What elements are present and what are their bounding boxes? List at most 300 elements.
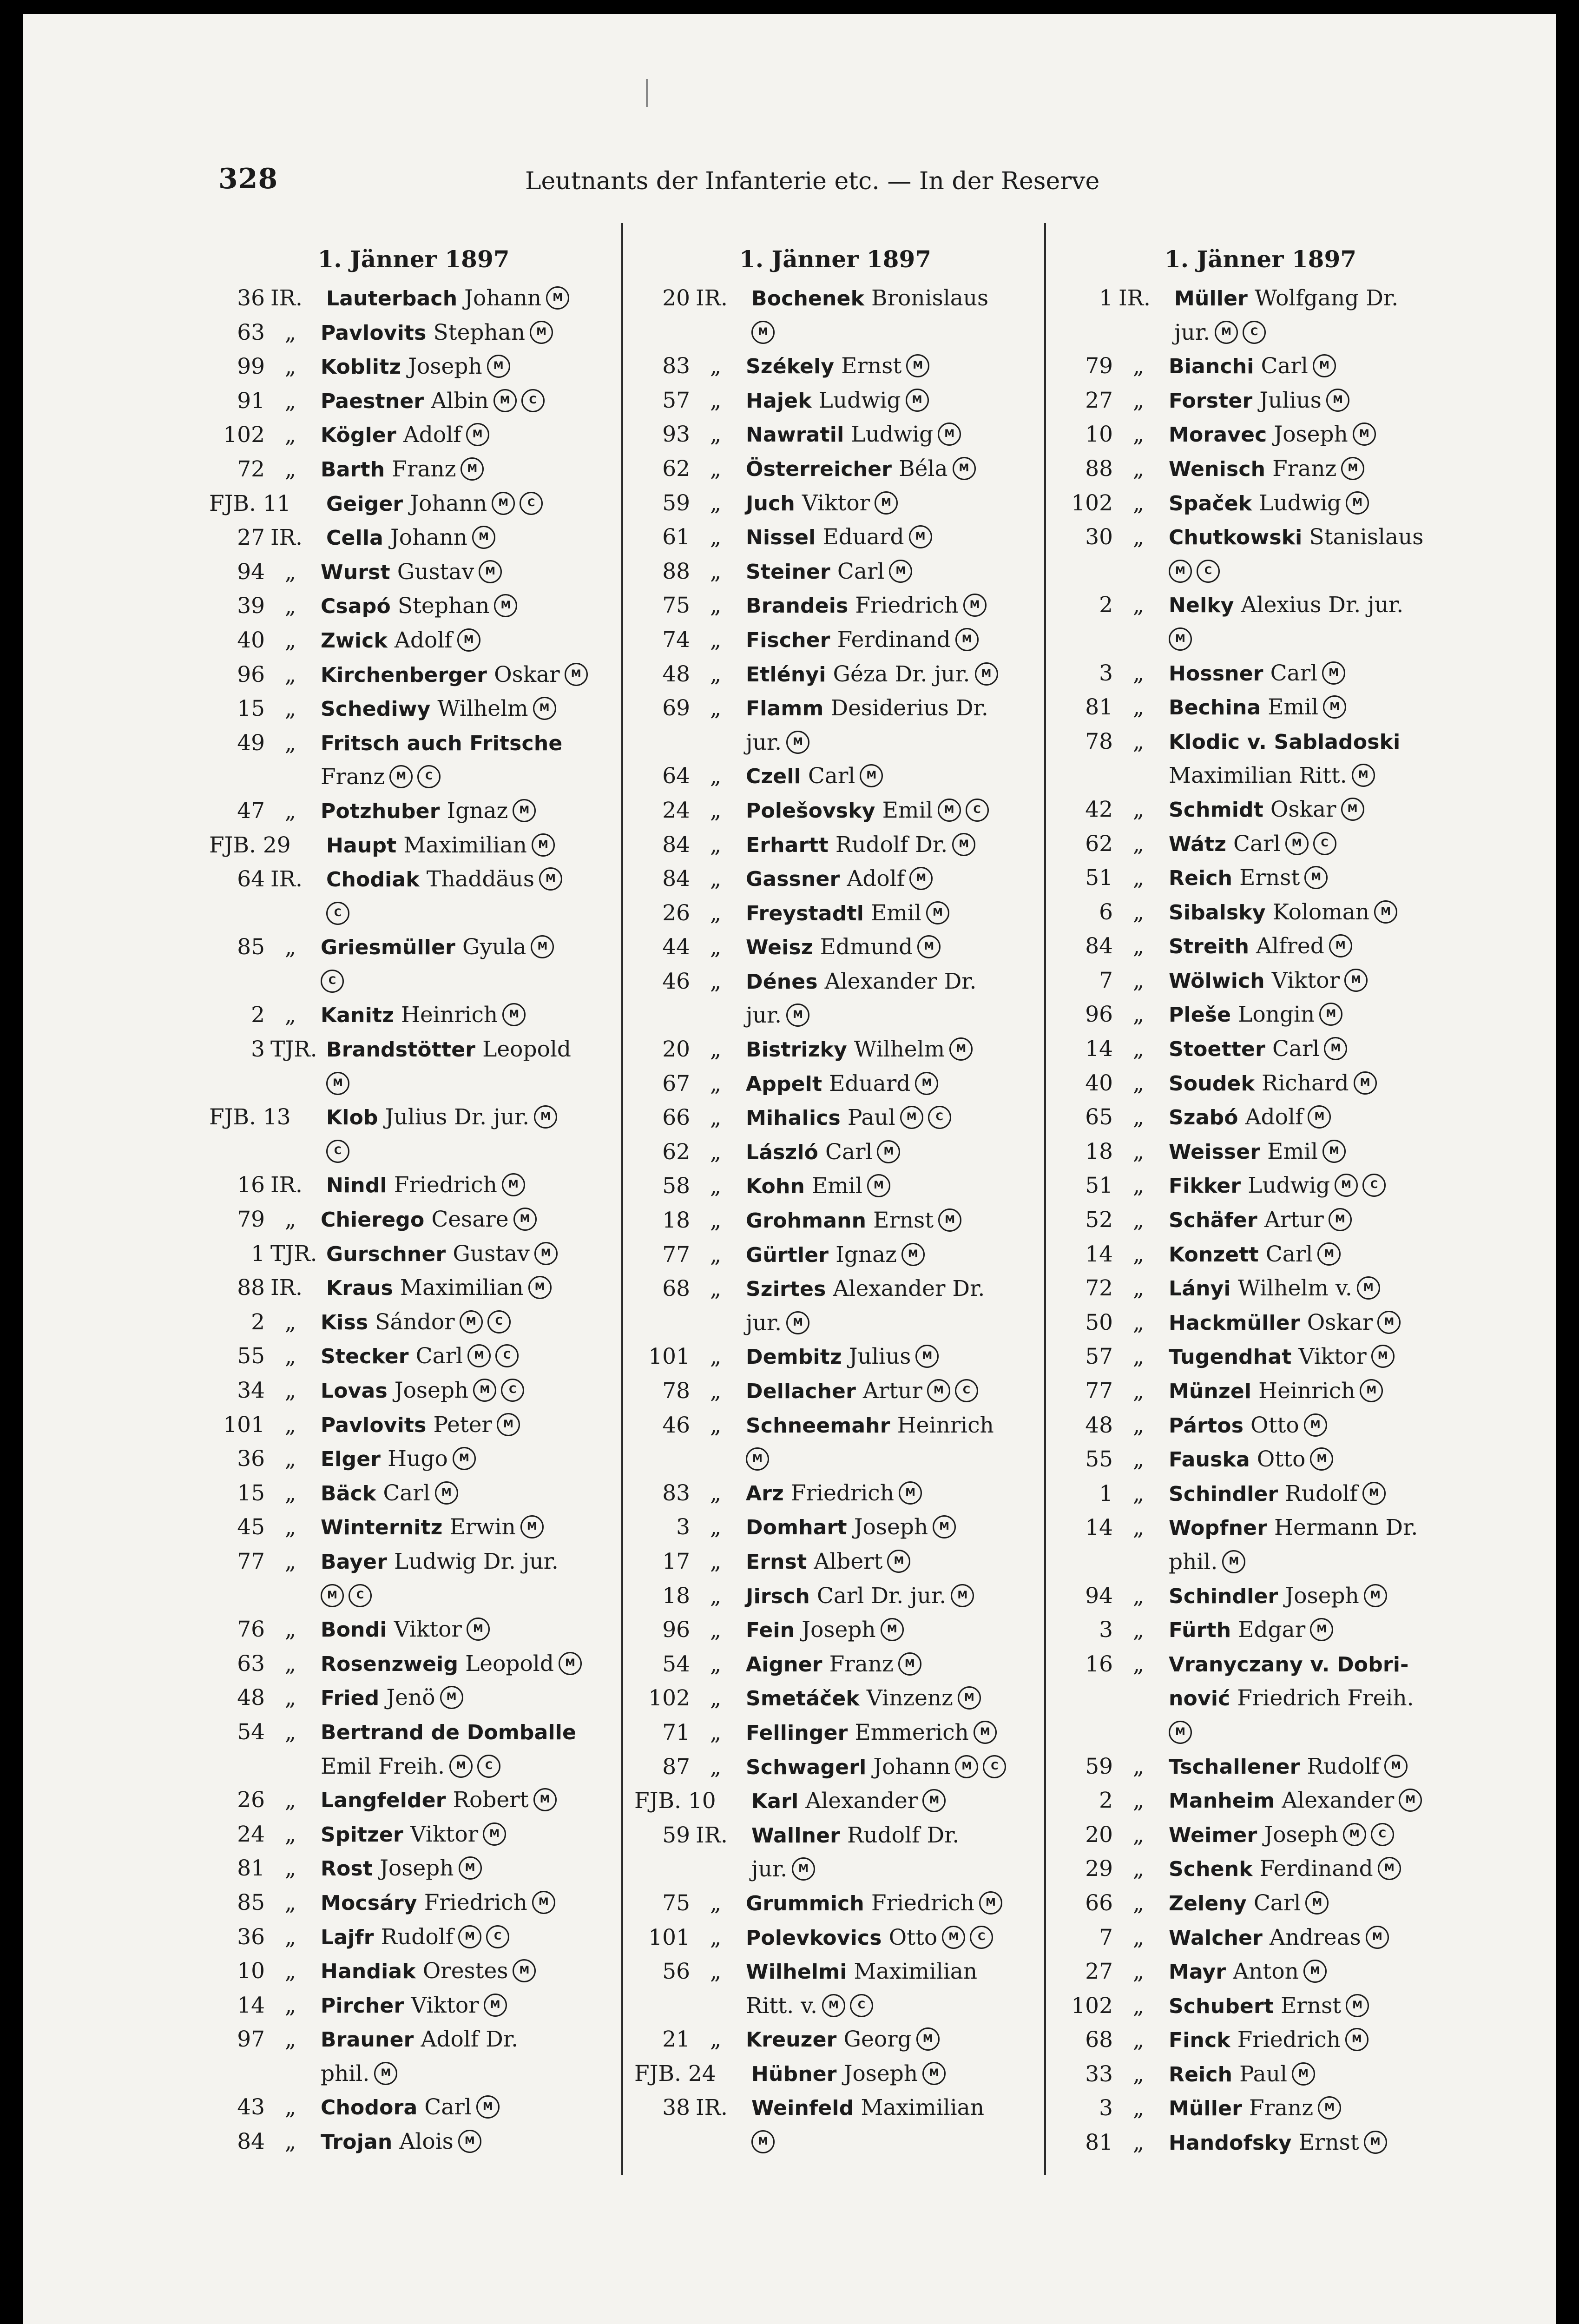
surname: Wilhelmi: [746, 1960, 847, 1984]
medal-c-icon: C: [477, 1755, 500, 1778]
given-name: Hugo: [381, 1446, 448, 1472]
unit-type: „: [1132, 728, 1145, 754]
unit-number: 48: [237, 1685, 265, 1711]
officer-entry: [1164, 1750, 1464, 1784]
given-name: Edmund: [813, 934, 913, 960]
medal-m-icon: M: [942, 1926, 965, 1949]
given-name: Carl: [1265, 1036, 1320, 1062]
medal-m-icon: M: [531, 935, 554, 958]
medal-m-icon: M: [1345, 2028, 1368, 2051]
surname: Csapó: [321, 594, 391, 619]
officer-entry: [1164, 418, 1464, 452]
unit-type: „: [284, 2094, 296, 2120]
unit-number: 39: [237, 593, 265, 619]
list-item: [1057, 1101, 1464, 1135]
given-name: Maximilian Ritt. v.: [746, 1959, 978, 2019]
medal-m-icon: M: [483, 1822, 506, 1846]
officer-entry: [1164, 657, 1464, 691]
list-item: [634, 658, 1036, 692]
officer-entry: [1164, 1169, 1464, 1203]
unit-number: 94: [1085, 1583, 1113, 1609]
unit-type: „: [1132, 1070, 1145, 1096]
given-name: Friedrich: [783, 1480, 895, 1506]
surname: Müller: [1174, 287, 1248, 310]
given-name: Emmerich: [848, 1719, 969, 1745]
unit-type: „: [284, 1480, 296, 1506]
unit-type: „: [710, 832, 722, 858]
list-item: [634, 521, 1036, 555]
unit-number: 36: [237, 285, 265, 311]
unit-number: 102: [648, 1685, 690, 1711]
list-item: [209, 384, 618, 419]
given-name: Johann: [403, 490, 487, 516]
surname: Gassner: [746, 867, 840, 891]
scan-mark: [646, 79, 648, 107]
surname: Müller: [1169, 2097, 1243, 2121]
list-item: [1057, 1169, 1464, 1203]
medal-m-icon: M: [906, 354, 929, 377]
officer-entry: [322, 863, 618, 931]
unit-number: 63: [237, 319, 265, 345]
entry-list: [209, 282, 618, 2159]
unit-number: 81: [237, 1855, 265, 1882]
surname: Spitzer: [321, 1822, 403, 1847]
officer-entry: [316, 2125, 618, 2159]
unit-number: 36: [237, 1446, 265, 1472]
medal-m-icon: M: [461, 457, 484, 481]
unit-number: 16: [1085, 1651, 1113, 1677]
given-name: Georg: [836, 2027, 912, 2053]
unit-number: 96: [1085, 1002, 1113, 1028]
medal-m-icon: M: [1384, 1755, 1408, 1778]
unit-number: 24: [237, 1821, 265, 1847]
unit-type: „: [710, 353, 722, 379]
given-name: Joseph: [1278, 1583, 1359, 1609]
unit-number: 88: [662, 558, 690, 584]
list-item: [209, 1852, 618, 1886]
officer-entry: [741, 828, 1036, 863]
list-item: [634, 1819, 1036, 1887]
medal-m-icon: M: [493, 389, 517, 412]
book-page: [23, 14, 1556, 2324]
list-item: [209, 316, 618, 350]
list-item: [209, 1989, 618, 2023]
list-item: [1057, 964, 1464, 998]
surname: Lovas: [321, 1379, 388, 1403]
medal-c-icon: C: [487, 1310, 511, 1334]
unit-number: 30: [1085, 524, 1113, 550]
surname: Kohn: [746, 1175, 805, 1199]
unit-type: „: [284, 1855, 296, 1882]
list-item: [1057, 1409, 1464, 1443]
unit-number: 59: [1085, 1753, 1113, 1779]
given-name: Franz: [1265, 456, 1337, 482]
medal-m-icon: M: [1322, 1140, 1346, 1163]
given-name: Longin: [1231, 1002, 1315, 1028]
given-name: Oskar: [1300, 1309, 1373, 1335]
surname: Dénes: [746, 970, 818, 994]
officer-entry: [1164, 725, 1464, 793]
list-item: [1057, 1784, 1464, 1818]
unit-type: „: [284, 1787, 296, 1813]
unit-type: IR.: [696, 2095, 728, 2121]
given-name: Géza Dr. jur.: [826, 661, 970, 687]
officer-entry: [316, 453, 618, 487]
unit-number: 74: [662, 627, 690, 653]
surname: Polevkovics: [746, 1926, 882, 1950]
medal-m-icon: M: [1399, 1789, 1422, 1812]
officer-entry: [316, 1954, 618, 1989]
surname: Kanitz: [321, 1004, 395, 1028]
medal-c-icon: C: [326, 1140, 349, 1163]
officer-entry: [741, 759, 1036, 794]
given-name: Emil: [1261, 694, 1319, 720]
medal-m-icon: M: [1353, 423, 1376, 446]
given-name: Erwin: [442, 1514, 516, 1540]
medal-m-icon: M: [909, 867, 933, 890]
officer-entry: [741, 623, 1036, 658]
given-name: Carl: [417, 2094, 472, 2120]
medal-m-icon: M: [860, 764, 883, 787]
list-item: [209, 1340, 618, 1374]
unit-type: „: [1132, 422, 1145, 448]
officer-entry: [741, 965, 1036, 1033]
unit-number: 62: [662, 1139, 690, 1165]
unit-type: „: [284, 1548, 296, 1574]
column-heading: 1. Jänner 1897: [1164, 245, 1357, 273]
surname: Dellacher: [746, 1380, 856, 1403]
surname: Lányi: [1169, 1277, 1231, 1301]
surname: Lauterbach: [326, 287, 458, 310]
surname: Pártos: [1169, 1413, 1244, 1438]
medal-c-icon: C: [1371, 1823, 1394, 1846]
list-item: [634, 1921, 1036, 1955]
given-name: Julius: [842, 1344, 911, 1370]
medal-c-icon: C: [521, 389, 545, 412]
unit-number: 63: [237, 1651, 265, 1677]
given-name: Orestes: [415, 1958, 508, 1984]
list-item: [209, 2023, 618, 2091]
given-name: Wilhelm v.: [1230, 1275, 1352, 1301]
unit-type: „: [284, 456, 296, 482]
unit-number: 18: [662, 1208, 690, 1234]
given-name: Adolf: [396, 422, 461, 448]
surname: Schenk: [1169, 1857, 1253, 1882]
officer-entry: [741, 692, 1036, 759]
list-item: [634, 2057, 1036, 2092]
medal-m-icon: M: [952, 833, 975, 856]
medal-m-icon: M: [1378, 1857, 1401, 1880]
unit-number: 14: [1085, 1036, 1113, 1062]
list-item: [1057, 282, 1464, 350]
unit-number: 93: [662, 422, 690, 448]
unit-number: 47: [237, 798, 265, 824]
unit-number: 75: [662, 593, 690, 619]
given-name: Friedrich: [1230, 2027, 1341, 2053]
given-name: Rudolf: [1300, 1753, 1380, 1779]
surname: Soudek: [1169, 1071, 1255, 1096]
given-name: Adolf: [1238, 1104, 1303, 1130]
unit-number: 56: [662, 1959, 690, 1985]
unit-number: 78: [662, 1378, 690, 1404]
unit-type: „: [284, 1719, 296, 1745]
given-name: Artur: [1257, 1207, 1324, 1233]
given-name: Friedrich: [848, 593, 959, 619]
surname: Lajfr: [321, 1925, 374, 1949]
unit-number: 3: [1099, 660, 1113, 686]
given-name: Ernst: [1274, 1993, 1342, 2019]
officer-entry: [1164, 1340, 1464, 1374]
surname: Fein: [746, 1618, 795, 1643]
surname: Chodora: [321, 2096, 418, 2120]
unit-type: „: [1132, 1856, 1145, 1882]
officer-entry: [741, 1477, 1036, 1511]
given-name: Albert: [807, 1548, 883, 1574]
unit-type: „: [1132, 524, 1145, 550]
given-name: Rudolf: [374, 1924, 454, 1950]
medal-m-icon: M: [938, 1208, 961, 1232]
surname: Schäfer: [1169, 1208, 1257, 1233]
medal-m-icon: M: [915, 1072, 938, 1095]
surname: Grohmann: [746, 1209, 867, 1233]
medal-m-icon: M: [792, 1857, 815, 1881]
surname: Kirchenberger: [321, 663, 487, 687]
officer-entry: [1164, 1272, 1464, 1306]
medal-m-icon: M: [1323, 695, 1346, 719]
medal-m-icon: M: [1285, 832, 1309, 855]
surname: Appelt: [746, 1072, 822, 1096]
medal-m-icon: M: [938, 423, 961, 446]
page-number: 328: [218, 163, 278, 195]
given-name: Viktor: [404, 1992, 479, 2018]
medal-m-icon: M: [528, 1276, 552, 1299]
unit-number: 52: [1085, 1207, 1113, 1233]
officer-entry: [741, 1613, 1036, 1648]
medal-m-icon: M: [487, 355, 510, 378]
medal-m-icon: M: [473, 1379, 496, 1402]
list-item: [1057, 725, 1464, 793]
given-name: Ernst: [866, 1208, 934, 1234]
unit-type: IR.: [270, 285, 303, 311]
surname: Kögler: [321, 423, 396, 448]
given-name: Adolf Dr. phil.: [321, 2027, 519, 2086]
list-item: [1057, 1477, 1464, 1512]
medal-m-icon: M: [975, 662, 998, 686]
given-name: Jenö: [379, 1685, 435, 1711]
given-name: Emil Freih.: [321, 1753, 445, 1779]
officer-entry: [322, 1169, 618, 1203]
given-name: Alois: [392, 2129, 454, 2155]
unit-type: „: [1132, 2130, 1145, 2156]
surname: Paestner: [321, 389, 424, 413]
medal-m-icon: M: [1377, 1311, 1401, 1334]
surname: Handofsky: [1169, 2131, 1292, 2155]
unit-number: FJB. 11: [209, 490, 291, 516]
unit-type: „: [710, 1378, 722, 1404]
medal-m-icon: M: [1352, 764, 1375, 787]
surname: Klob: [326, 1106, 378, 1130]
unit-number: 7: [1099, 1924, 1113, 1950]
officer-entry: [1164, 452, 1464, 487]
unit-type: „: [710, 387, 722, 413]
medal-m-icon: M: [1343, 1823, 1366, 1846]
list-item: [1057, 998, 1464, 1032]
unit-number: 27: [237, 525, 265, 551]
surname: Fried: [321, 1686, 380, 1710]
medal-m-icon: M: [502, 1003, 526, 1026]
officer-entry: [741, 487, 1036, 521]
given-name: Joseph: [1267, 422, 1348, 448]
medal-m-icon: M: [1371, 1345, 1395, 1368]
surname: Koblitz: [321, 355, 401, 379]
surname: Geiger: [326, 492, 403, 516]
officer-entry: [322, 282, 618, 316]
list-item: [209, 1477, 618, 1511]
given-name: Gustav: [446, 1241, 530, 1267]
list-item: [634, 1238, 1036, 1273]
running-title: Leutnants der Infanterie etc. — In der Reserve: [525, 167, 1100, 195]
unit-number: 16: [237, 1172, 265, 1198]
list-item: [1057, 1135, 1464, 1169]
unit-number: 65: [1085, 1104, 1113, 1130]
officer-entry: [741, 418, 1036, 452]
given-name: Franz: [1242, 2095, 1314, 2121]
medal-m-icon: M: [533, 697, 556, 720]
unit-type: „: [710, 524, 722, 550]
medal-m-icon: M: [453, 1447, 476, 1470]
unit-type: „: [284, 1617, 296, 1643]
officer-entry: [741, 1169, 1036, 1204]
officer-entry: [747, 1819, 1036, 1887]
officer-entry: [316, 1408, 618, 1443]
surname: Wurst: [321, 560, 390, 584]
surname: Ernst: [746, 1550, 807, 1574]
unit-number: 44: [662, 934, 690, 960]
medal-m-icon: M: [822, 1994, 845, 2017]
unit-type: „: [1132, 1583, 1145, 1609]
unit-number: 14: [237, 1992, 265, 2018]
given-name: Leopold: [475, 1037, 571, 1063]
unit-type: „: [710, 1344, 722, 1370]
given-name: Koloman: [1265, 899, 1370, 925]
surname: Fauska: [1169, 1448, 1250, 1472]
given-name: Hermann Dr. phil.: [1169, 1515, 1418, 1575]
unit-number: 33: [1085, 2061, 1113, 2087]
list-item: [1057, 896, 1464, 930]
medal-m-icon: M: [467, 1344, 491, 1367]
unit-type: „: [1132, 490, 1145, 516]
officer-entry: [316, 2091, 618, 2125]
medal-m-icon: M: [492, 492, 515, 515]
medal-m-icon: M: [1364, 1584, 1387, 1607]
unit-number: 71: [662, 1719, 690, 1745]
list-item: [209, 2091, 618, 2125]
medal-m-icon: M: [1292, 2062, 1315, 2086]
list-item: [209, 658, 618, 693]
list-item: [1057, 1648, 1464, 1750]
officer-entry: [1164, 384, 1464, 418]
surname: Bayer: [321, 1550, 388, 1574]
medal-m-icon: M: [1313, 354, 1336, 377]
surname: Bechina: [1169, 696, 1261, 720]
unit-number: 81: [1085, 694, 1113, 720]
list-item: [209, 1716, 618, 1783]
surname: Chierego: [321, 1208, 425, 1232]
medal-m-icon: M: [927, 1379, 950, 1402]
given-name: Alfred: [1249, 933, 1324, 959]
unit-type: „: [284, 1992, 296, 2018]
surname: Reich: [1169, 866, 1233, 891]
given-name: Emil: [805, 1173, 862, 1199]
surname: Szabó: [1169, 1106, 1238, 1130]
given-name: Maximilian Ritt.: [1169, 763, 1347, 789]
list-item: [1057, 1272, 1464, 1306]
medal-m-icon: M: [1169, 627, 1192, 651]
unit-number: 102: [1071, 490, 1113, 516]
given-name: Ludwig Dr. jur.: [387, 1548, 559, 1574]
list-item: [1057, 384, 1464, 418]
unit-type: „: [284, 1412, 296, 1438]
surname: Moravec: [1169, 423, 1267, 447]
surname: Hajek: [746, 389, 812, 413]
officer-entry: [316, 1442, 618, 1477]
medal-m-icon: M: [389, 765, 413, 788]
medal-c-icon: C: [850, 1994, 873, 2017]
unit-number: 18: [662, 1583, 690, 1609]
unit-number: 21: [662, 2027, 690, 2053]
list-item: [1057, 1340, 1464, 1374]
unit-number: 48: [1085, 1412, 1113, 1438]
list-item: [209, 418, 618, 453]
medal-m-icon: M: [1346, 491, 1369, 515]
column-heading: 1. Jänner 1897: [317, 245, 510, 273]
medal-m-icon: M: [467, 1618, 490, 1641]
officer-entry: [316, 589, 618, 624]
list-item: [209, 1237, 618, 1272]
given-name: Friedrich: [417, 1889, 527, 1915]
list-item: [209, 931, 618, 998]
officer-entry: [741, 1887, 1036, 1921]
medal-c-icon: C: [1243, 321, 1266, 344]
unit-number: 2: [1099, 1788, 1113, 1814]
list-item: [1057, 2058, 1464, 2092]
unit-number: 20: [1085, 1822, 1113, 1848]
list-item: [634, 487, 1036, 521]
surname: Arz: [746, 1481, 784, 1505]
unit-type: IR.: [270, 1172, 303, 1198]
unit-type: „: [710, 1208, 722, 1234]
medal-c-icon: C: [955, 1379, 978, 1402]
unit-number: 64: [662, 763, 690, 789]
unit-number: 72: [1085, 1275, 1113, 1301]
medal-m-icon: M: [1318, 2096, 1341, 2119]
given-name: Vinzenz: [859, 1685, 953, 1711]
list-item: [1057, 487, 1464, 521]
list-item: [209, 1647, 618, 1682]
surname: Hossner: [1169, 661, 1263, 686]
officer-entry: [1164, 827, 1464, 862]
unit-number: 81: [1085, 2130, 1113, 2156]
surname: Barth: [321, 457, 385, 482]
medal-c-icon: C: [495, 1344, 519, 1367]
surname: Polešovsky: [746, 799, 875, 823]
entry-list: [634, 282, 1036, 2159]
list-item: [209, 453, 618, 487]
list-item: [209, 282, 618, 316]
unit-number: 26: [237, 1787, 265, 1813]
list-item: [209, 1203, 618, 1237]
unit-number: 14: [1085, 1241, 1113, 1267]
